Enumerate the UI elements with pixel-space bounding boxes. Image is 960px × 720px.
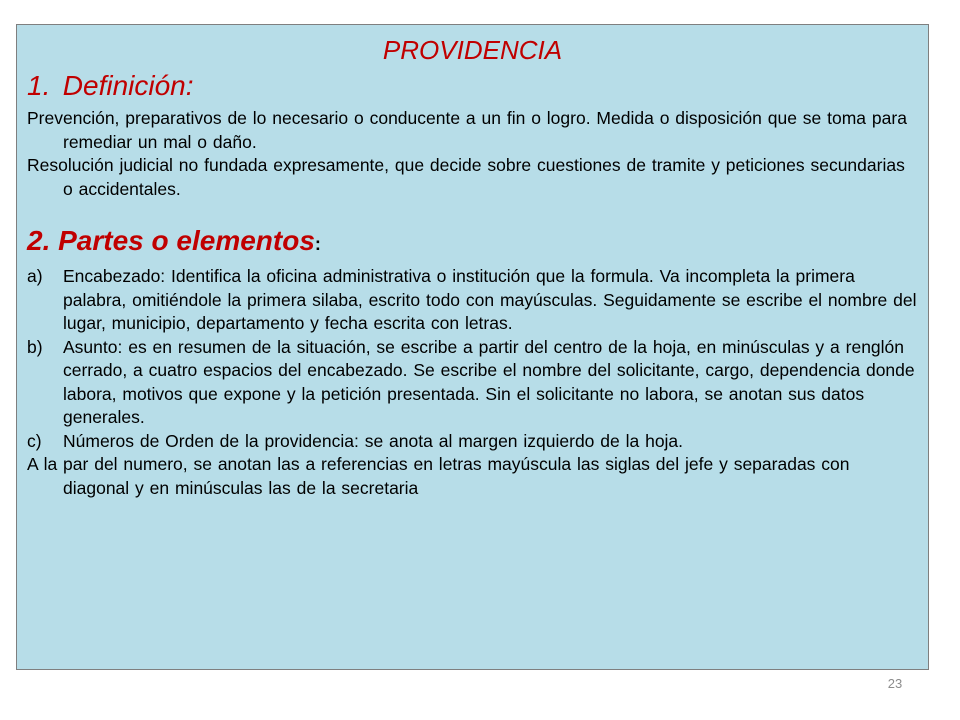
definition-paragraph-1: Prevención, preparativos de lo necesario o conducente a un fin o logro. Medida o disposición que se toma para remediar un mal o daño. [27, 108, 907, 152]
list-item-text: Números de Orden de la providencia: se anota al margen izquierdo de la hoja. [63, 430, 684, 451]
content-box [16, 24, 929, 670]
section-2-heading [27, 224, 918, 261]
section-1-number: 1. [27, 70, 51, 101]
page-number: 23 [887, 676, 903, 691]
closing-paragraph: A la par del numero, se anotan las a referencias en letras mayúscula las siglas del jefe y separadas con diagonal y en minúsculas las de la secretaria [27, 454, 850, 498]
section-2-heading-text: 2. Partes o elementos [27, 225, 315, 256]
section-1-heading [27, 69, 918, 103]
list-item-b [27, 336, 918, 430]
list-item-a [27, 265, 918, 336]
list-item-c [27, 430, 918, 454]
slide-title: PROVIDENCIA [382, 35, 563, 65]
list-item-text: Encabezado: Identifica la oficina administrativa o institución que la formula. Va incompleta la primera palabra, omitiéndole la primera silaba, escrito todo con mayúsculas. Seguidamente se escribe el nombre del lugar, municipio, departamento y fecha escrita con letras. [63, 266, 917, 333]
definition-paragraph-2: Resolución judicial no fundada expresamente, que decide sobre cuestiones de tramite y peticiones secundarias o accidentales. [27, 155, 905, 199]
spacer [27, 201, 918, 224]
list-marker: b) [27, 336, 43, 357]
list-item-text: Asunto: es en resumen de la situación, se escribe a partir del centro de la hoja, en minúsculas y a renglón cerrado, a cuatro espacios del encabezado. Se escribe el nombre del solicitante, cargo, dependencia donde labora, motivos que expone y la petición presentada. Sin el solicitante no labora, se anotan sus datos generales. [63, 336, 915, 427]
section-2-heading-colon: : [314, 234, 321, 254]
list-marker: c) [27, 430, 42, 451]
list-marker: a) [27, 266, 43, 286]
section-1-heading-text: Definición: [62, 70, 194, 101]
